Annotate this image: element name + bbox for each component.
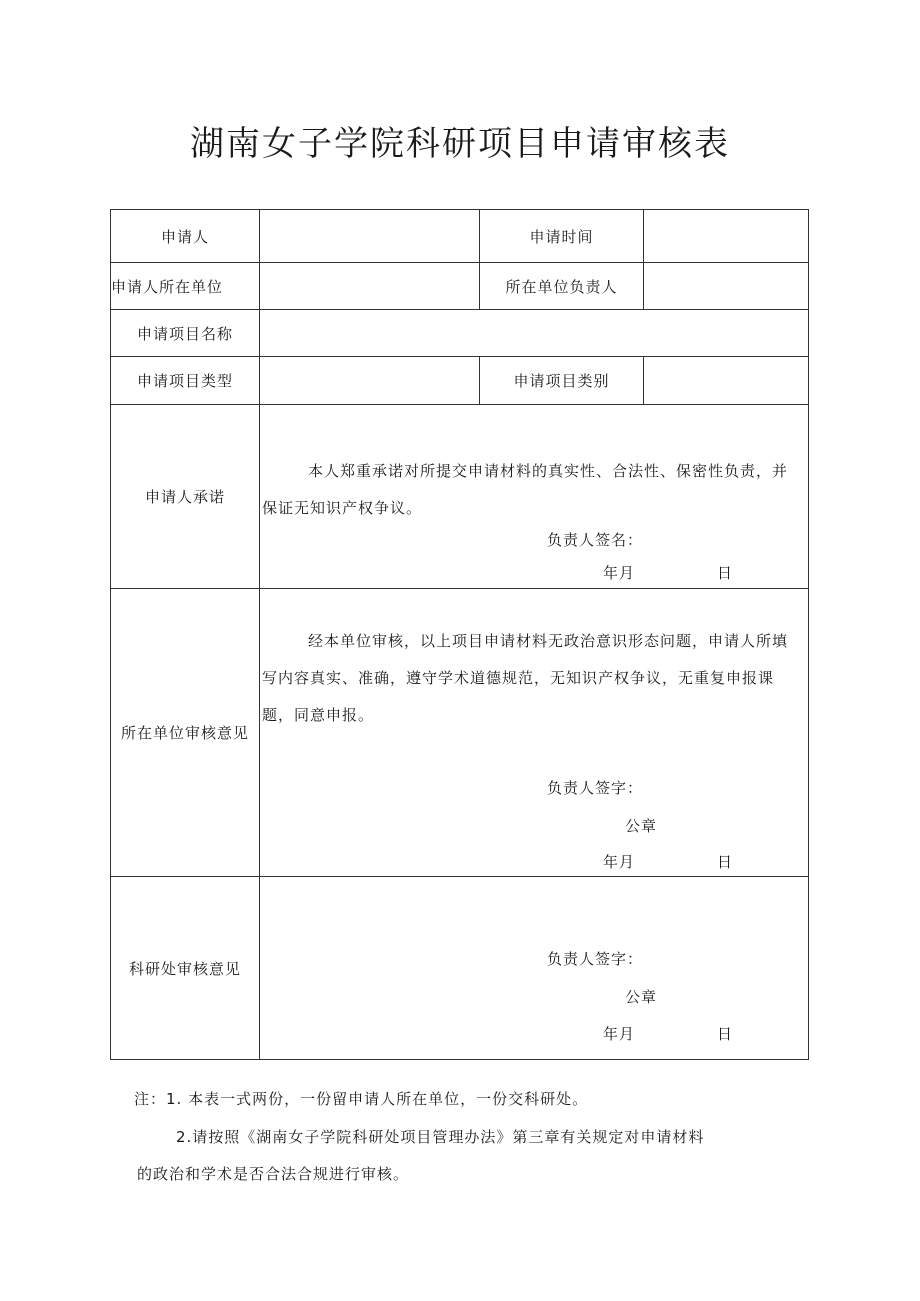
- form-row-unit-review: [111, 589, 809, 877]
- unit-head-label: 所在单位负责人: [480, 263, 644, 310]
- unit-review-day: 日: [717, 853, 734, 871]
- applicant-field[interactable]: [260, 210, 480, 263]
- project-category-label: 申请项目类别: [480, 357, 644, 405]
- apply-time-field[interactable]: [644, 210, 809, 263]
- unit-label: 申请人所在单位: [111, 263, 260, 310]
- research-review-day: 日: [717, 1025, 734, 1043]
- project-type-label: 申请项目类型: [111, 357, 260, 405]
- form-row-project-type: [111, 357, 809, 405]
- research-review-cell: [260, 877, 809, 1060]
- form-row-unit: [111, 263, 809, 310]
- pledge-year-month: 年月: [603, 564, 636, 582]
- unit-field[interactable]: [260, 263, 480, 310]
- unit-review-label: 所在单位审核意见: [111, 589, 260, 877]
- unit-review-cell: [260, 589, 809, 877]
- project-type-field[interactable]: [260, 357, 480, 405]
- form-row-project-name: [111, 310, 809, 357]
- pledge-text: 本人郑重承诺对所提交申请材料的真实性、合法性、保密性负责，并保证无知识产权争议。: [262, 462, 789, 517]
- form-row-applicant: [111, 210, 809, 263]
- page-title: 湖南女子学院科研项目申请审核表: [190, 124, 730, 164]
- pledge-cell: [260, 405, 809, 589]
- applicant-label: 申请人: [111, 210, 260, 263]
- note-1: 注：1. 本表一式两份，一份留申请人所在单位，一份交科研处。: [134, 1090, 589, 1108]
- form-row-research-review: [111, 877, 809, 1060]
- unit-review-text: 经本单位审核，以上项目申请材料无政治意识形态问题，申请人所填写内容真实、准确，遵守学术道德规范，无知识产权争议，无重复申报课题，同意申报。: [262, 632, 789, 724]
- apply-time-label: 申请时间: [480, 210, 644, 263]
- research-review-label: 科研处审核意见: [111, 877, 260, 1060]
- pledge-label: 申请人承诺: [111, 405, 260, 589]
- unit-review-year-month: 年月: [603, 853, 636, 871]
- form-row-pledge: [111, 405, 809, 589]
- unit-head-field[interactable]: [644, 263, 809, 310]
- pledge-day: 日: [717, 564, 734, 582]
- research-review-seal: 公章: [625, 988, 658, 1006]
- project-name-field[interactable]: [260, 310, 809, 357]
- project-category-field[interactable]: [644, 357, 809, 405]
- note-2-line-2: 的政治和学术是否合法合规进行审核。: [137, 1165, 410, 1183]
- unit-review-sign-label: 负责人签字：: [547, 779, 644, 797]
- project-name-label: 申请项目名称: [111, 310, 260, 357]
- note-2-line-1: 2.请按照《湖南女子学院科研处项目管理办法》第三章有关规定对申请材料: [176, 1128, 705, 1146]
- research-review-sign-label: 负责人签字：: [547, 950, 644, 968]
- unit-review-seal: 公章: [625, 817, 658, 835]
- research-review-year-month: 年月: [603, 1025, 636, 1043]
- pledge-sign-label: 负责人签名：: [547, 531, 644, 549]
- application-form-table: [110, 209, 809, 1060]
